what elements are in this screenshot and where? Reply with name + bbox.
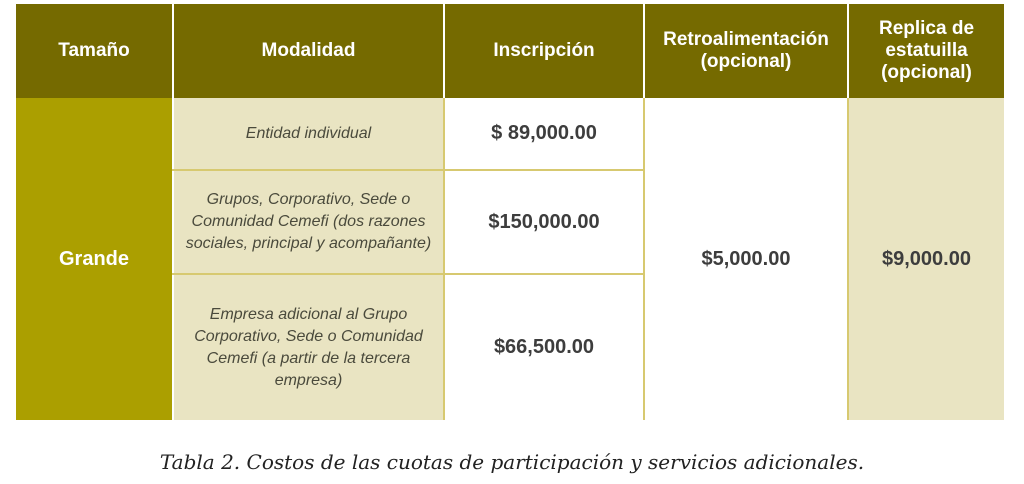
modality-cell [173,98,444,170]
table-header-row [16,4,1004,98]
table-caption: Tabla 2. Costos de las cuotas de participación y servicios adicionales. [159,450,865,474]
modality-text: Entidad individual [245,124,372,142]
header-registration [444,4,644,98]
header-feedback-line1: Retroalimentación [663,29,829,50]
feedback-price: $5,000.00 [701,247,791,270]
registration-price-cell [444,98,644,170]
registration-price-cell [444,274,644,420]
registration-price: $66,500.00 [493,336,595,358]
header-feedback [644,4,848,98]
header-statue-line3: (opcional) [881,62,972,83]
header-size-label: Tamaño [58,40,130,61]
header-modality-label: Modalidad [261,40,356,61]
statue-price: $9,000.00 [882,247,971,270]
modality-cell [173,170,444,274]
registration-price: $150,000.00 [488,210,600,233]
header-feedback-line2: (opcional) [700,51,792,72]
header-statue-line1: Replica de [878,18,975,39]
header-registration-label: Inscripción [493,40,595,61]
table-row [16,98,1004,170]
modality-text: Grupos, Corporativo, Sede o Comunidad Cemefi (dos razones sociales, principal y acompañante) [185,191,432,252]
size-cell [16,98,173,420]
feedback-price-cell [644,98,848,420]
registration-price: $ 89,000.00 [491,122,597,144]
header-statue-line2: estatuilla [885,40,968,61]
registration-price-cell [444,170,644,274]
modality-cell [173,274,444,420]
size-label: Grande [58,247,130,270]
header-size [16,4,173,98]
header-modality [173,4,444,98]
fees-table [16,4,1004,420]
modality-text: Empresa adicional al Grupo Corporativo, Sede o Comunidad Cemefi (a partir de la tercera empresa) [194,305,423,389]
header-statue [848,4,1004,98]
statue-price-cell [848,98,1004,420]
